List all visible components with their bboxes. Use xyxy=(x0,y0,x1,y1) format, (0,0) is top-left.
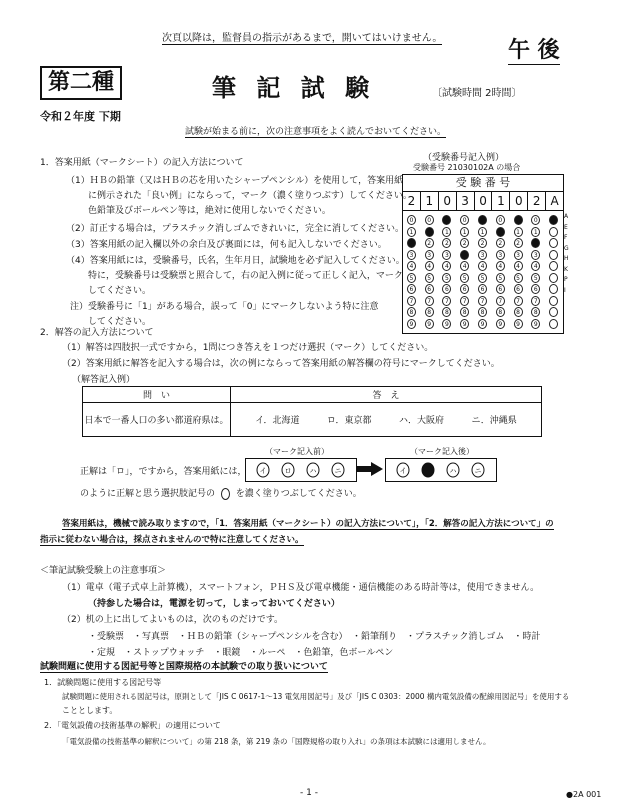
exam-number-bubble xyxy=(549,227,558,237)
instruction-line: （1）ＨＢの鉛筆（又はＨＢの芯を用いたシャープペンシル）を使用して，答案用紙 xyxy=(66,176,404,186)
exam-number-bubble: 3 xyxy=(496,250,505,260)
session-label: 午 後 xyxy=(508,33,560,65)
table-answers xyxy=(231,403,542,437)
exam-number-bubble: 0 xyxy=(407,215,416,225)
example-letter: K xyxy=(564,265,568,273)
digit-cell: 0 xyxy=(475,192,493,210)
exam-number-bubble: 7 xyxy=(407,296,416,306)
exam-number-bubble xyxy=(549,307,558,317)
exam-number-bubble: 1 xyxy=(514,227,523,237)
exam-number-bubble xyxy=(549,238,558,248)
example-letter: E xyxy=(564,223,568,231)
sample-label: （解答記入例） xyxy=(72,375,136,385)
exam-number-bubble: 1 xyxy=(460,227,469,237)
mark-label: イ xyxy=(399,467,407,475)
exam-number-bubble: 0 xyxy=(425,215,434,225)
example-letter: G xyxy=(564,244,569,252)
exam-number-bubble: 4 xyxy=(478,261,487,271)
section-2-item: （2）答案用紙に解答を記入する場合は，次の例にならって答案用紙の解答欄の符号にマークしてください。 xyxy=(62,359,500,369)
arrow-icon xyxy=(357,462,383,476)
instruction-line: 色鉛筆及びボールペン等は，絶対に使用しないでください。 xyxy=(88,206,331,216)
exam-number-bubble: 6 xyxy=(407,284,416,294)
exam-number-bubble: 8 xyxy=(531,307,540,317)
exam-number-bubble: 3 xyxy=(425,250,434,260)
exam-number-bubble: 8 xyxy=(442,307,451,317)
exam-number-bubble: 3 xyxy=(442,250,451,260)
mark-label: ニ xyxy=(474,467,482,475)
exam-number-bubble xyxy=(549,250,558,260)
exam-number-bubble: 6 xyxy=(478,284,487,294)
section-4-sub1-text: 試験問題に使用される図記号は，原則として「JIS C 0617-1～13 電気用図記号」及び「JIS C 0303：2000 構内電気設備の配線用図記号」を使用する xyxy=(62,692,570,701)
exam-number-bubble xyxy=(549,319,558,329)
table-header-question: 問 い xyxy=(83,387,231,403)
exam-number-bubble: 7 xyxy=(531,296,540,306)
section-3-item: （1）電卓（電子式卓上計算機），スマートフォン，ＰＨＳ及び電卓機能・通信機能のある時計等は，使用できません。 xyxy=(62,583,540,593)
example-header: 受 験 番 号 xyxy=(403,175,563,192)
exam-number-bubble: 2 xyxy=(514,238,523,248)
exam-number-bubble: 9 xyxy=(407,319,416,329)
exam-number-bubble: 5 xyxy=(514,273,523,283)
instruction-line: （4）答案用紙には，受験番号，氏名，生年月日，試験地を必ず記入してください。 xyxy=(66,256,405,266)
exam-number-bubble: 0 xyxy=(478,215,487,225)
exam-number-example xyxy=(402,174,564,334)
example-letter: I xyxy=(564,286,566,294)
exam-number-bubble: 2 xyxy=(496,238,505,248)
table-header-answer: 答 え xyxy=(231,387,542,403)
example-subcaption: 受験番号 21030102A の場合 xyxy=(413,163,521,172)
exam-duration: 〔試験時間 2時間〕 xyxy=(432,88,522,99)
exam-number-bubble: 7 xyxy=(425,296,434,306)
exam-number-bubble: 0 xyxy=(531,215,540,225)
page-code: ●2A 001 xyxy=(566,790,602,799)
mark-after-bubbles xyxy=(391,462,491,478)
section-4-sub1-text: こととします。 xyxy=(62,706,118,715)
exam-number-bubble: 9 xyxy=(531,319,540,329)
exam-number-bubble: 9 xyxy=(496,319,505,329)
digit-cell: 1 xyxy=(492,192,510,210)
example-caption: （受験番号記入例） xyxy=(423,153,505,163)
exam-number-bubble xyxy=(549,284,558,294)
table-question: 日本で一番人口の多い都道府県は。 xyxy=(83,403,231,437)
section-4-sub1: 1．試験問題に使用する図記号等 xyxy=(44,678,162,687)
exam-number-bubble: 2 xyxy=(460,238,469,248)
exam-number-bubble: 8 xyxy=(460,307,469,317)
mark-before-box xyxy=(245,458,357,482)
digit-cell: 3 xyxy=(457,192,475,210)
exam-number-bubble: 9 xyxy=(442,319,451,329)
exam-number-bubble: 2 xyxy=(425,238,434,248)
exam-number-bubble: 0 xyxy=(514,215,523,225)
exam-number-bubble: 6 xyxy=(496,284,505,294)
exam-number-bubble: 1 xyxy=(496,227,505,237)
mark-label: イ xyxy=(259,467,267,475)
section-4-sub2-text: 「電気設備の技術基準の解釈について」の第 218 条，第 219 条の「国際規格の取り入れ」の条項は本試験には適用しません。 xyxy=(62,737,491,746)
exam-number-bubble: 8 xyxy=(496,307,505,317)
exam-number-bubble: 3 xyxy=(460,250,469,260)
allowed-items-1: ・受験票 ・写真票 ・ＨＢの鉛筆（シャープペンシルを含む） ・鉛筆削り ・プラスチック消しゴム ・時計 xyxy=(88,632,541,642)
exam-number-bubble: 3 xyxy=(531,250,540,260)
exam-number-bubble xyxy=(549,215,558,225)
example-letter: F xyxy=(564,234,568,241)
section-4-sub2: 2．「電気設備の技術基準の解釈」の適用について xyxy=(44,721,221,730)
instruction-line: してください。 xyxy=(88,317,152,327)
exam-number-bubble: 1 xyxy=(442,227,451,237)
page-title: 筆 記 試 験 xyxy=(212,74,376,102)
read-notice: 試験が始まる前に，次の注意事項をよく読んでおいてください。 xyxy=(185,124,446,138)
exam-number-bubble: 9 xyxy=(460,319,469,329)
exam-number-bubble: 8 xyxy=(478,307,487,317)
exam-number-bubble: 1 xyxy=(407,227,416,237)
mark-label: ハ xyxy=(449,467,457,475)
correct-answer-line: 正解は「ロ」，ですから，答案用紙には， xyxy=(80,467,247,477)
answer-choice: ハ．大阪府 xyxy=(399,416,445,426)
exam-number-bubble: 2 xyxy=(531,238,540,248)
exam-number-bubble: 5 xyxy=(531,273,540,283)
exam-number-bubble: 8 xyxy=(425,307,434,317)
mark-label: ニ xyxy=(334,467,342,475)
top-notice: 次頁以降は，監督員の指示があるまで，開いてはいけません。 xyxy=(162,29,442,45)
after-label: （マーク記入後） xyxy=(410,447,474,456)
exam-number-bubble: 6 xyxy=(425,284,434,294)
exam-number-bubble: 1 xyxy=(425,227,434,237)
answer-choice: イ．北海道 xyxy=(255,416,300,426)
answer-choice: ニ．沖縄県 xyxy=(471,416,517,426)
letter-column xyxy=(564,212,569,296)
instruction-line: してください。 xyxy=(88,286,152,296)
correct-line-text: を濃く塗りつぶしてください。 xyxy=(235,489,362,499)
digit-cell: 2 xyxy=(528,192,546,210)
exam-number-bubble: 6 xyxy=(514,284,523,294)
section-4-heading: 試験問題に使用する図記号等と国際規格の本試験での取り扱いについて xyxy=(40,659,328,673)
digit-cell: 0 xyxy=(510,192,528,210)
exam-number-bubble: 3 xyxy=(407,250,416,260)
exam-number-bubble: 4 xyxy=(460,261,469,271)
exam-number-bubble: 5 xyxy=(407,273,416,283)
example-letter: A xyxy=(564,213,569,220)
category-box: 第二種 xyxy=(40,66,122,100)
before-label: （マーク記入前） xyxy=(265,447,329,456)
exam-number-bubble: 0 xyxy=(460,215,469,225)
exam-number-bubble: 5 xyxy=(496,273,505,283)
exam-number-bubble: 9 xyxy=(425,319,434,329)
exam-number-bubble: 7 xyxy=(442,296,451,306)
exam-number-bubble xyxy=(549,296,558,306)
exam-number-bubble: 5 xyxy=(460,273,469,283)
allowed-items-2: ・定規 ・ストップウォッチ ・眼鏡 ・ルーペ ・色鉛筆，色ボールペン xyxy=(88,648,394,658)
answer-choice: ロ．東京都 xyxy=(326,416,372,426)
exam-number-bubble: 2 xyxy=(478,238,487,248)
exam-number-bubble: 4 xyxy=(442,261,451,271)
bubble-icon xyxy=(221,488,230,500)
section-3-item: （持参した場合は，電源を切って，しまっておいてください） xyxy=(88,599,340,609)
section-1-heading: 1．答案用紙（マークシート）の記入方法について xyxy=(40,158,244,168)
instruction-line: に例示された「良い例」にならって，マーク（濃く塗りつぶす）してください。 xyxy=(88,191,412,201)
warning-line-2: 指示に従わない場合は，採点されませんので特に注意してください。 xyxy=(40,535,304,545)
digit-cell: 1 xyxy=(421,192,439,210)
exam-number-bubble: 6 xyxy=(460,284,469,294)
correct-answer-line-2 xyxy=(80,486,362,500)
exam-number-bubble: 7 xyxy=(478,296,487,306)
mark-label: ロ xyxy=(284,467,292,475)
section-3-heading: ＜筆記試験受験上の注意事項＞ xyxy=(40,566,167,576)
digit-cell: 0 xyxy=(439,192,457,210)
section-1 xyxy=(40,155,412,327)
exam-number-bubble: 6 xyxy=(442,284,451,294)
exam-number-bubble: 4 xyxy=(425,261,434,271)
exam-number-bubble xyxy=(549,261,558,271)
digit-row xyxy=(403,192,563,211)
exam-number-bubble: 8 xyxy=(514,307,523,317)
exam-number-bubble: 8 xyxy=(407,307,416,317)
exam-number-bubble: 5 xyxy=(442,273,451,283)
exam-number-bubble: 3 xyxy=(514,250,523,260)
exam-number-bubble: 6 xyxy=(531,284,540,294)
exam-number-bubble xyxy=(549,273,558,283)
exam-number-bubble: 4 xyxy=(496,261,505,271)
correct-line-text: のように正解と思う選択肢記号の xyxy=(80,489,216,499)
section-2-item: （1）解答は四肢択一式ですから，1問につき答えを１つだけ選択（マーク）してください。 xyxy=(62,343,434,353)
example-letter: P xyxy=(564,276,568,283)
instruction-line: （2）訂正する場合は，プラスチック消しゴムできれいに，完全に消してください。 xyxy=(66,224,405,234)
digit-cell: 2 xyxy=(403,192,421,210)
example-letter: H xyxy=(564,255,569,262)
exam-number-bubble: 4 xyxy=(514,261,523,271)
exam-number-bubble: 9 xyxy=(478,319,487,329)
exam-number-bubble: 2 xyxy=(442,238,451,248)
bubble-grid xyxy=(403,211,563,331)
section-2-heading: 2．解答の記入方法について xyxy=(40,328,154,338)
instruction-line: 注）受験番号に「1」がある場合，誤って「0」にマークしないよう特に注意 xyxy=(70,302,379,312)
instruction-line: 特に，受験番号は受験票と照合して，右の記入例に従って正しく記入，マーク xyxy=(88,271,403,281)
exam-number-bubble: 4 xyxy=(531,261,540,271)
sample-table xyxy=(82,386,542,437)
exam-number-bubble: 4 xyxy=(407,261,416,271)
exam-number-bubble: 5 xyxy=(478,273,487,283)
warning-line-1: 答案用紙は，機械で読み取りますので，「1．答案用紙（マークシート）の記入方法について」，「2．解答の記入方法について」の xyxy=(62,519,554,529)
mark-after-box xyxy=(385,458,497,482)
page-number: - 1 - xyxy=(300,788,318,798)
mark-before-bubbles xyxy=(251,462,351,478)
exam-number-bubble: 7 xyxy=(496,296,505,306)
exam-number-bubble: 1 xyxy=(478,227,487,237)
exam-number-bubble: 7 xyxy=(460,296,469,306)
exam-number-bubble: 7 xyxy=(514,296,523,306)
digit-cell: A xyxy=(550,194,559,208)
exam-term: 令和２年度 下期 xyxy=(40,110,121,123)
section-3-item: （2）机の上に出してよいものは，次のものだけです。 xyxy=(62,615,284,625)
exam-number-bubble: 3 xyxy=(478,250,487,260)
exam-number-bubble: 1 xyxy=(531,227,540,237)
exam-number-bubble: 2 xyxy=(407,238,416,248)
exam-number-bubble: 0 xyxy=(496,215,505,225)
mark-label: ハ xyxy=(309,467,317,475)
exam-number-bubble: 0 xyxy=(442,215,451,225)
exam-number-bubble: 9 xyxy=(514,319,523,329)
exam-number-bubble: 5 xyxy=(425,273,434,283)
instruction-line: （3）答案用紙の記入欄以外の余白及び裏面には，何も記入しないでください。 xyxy=(66,240,387,250)
